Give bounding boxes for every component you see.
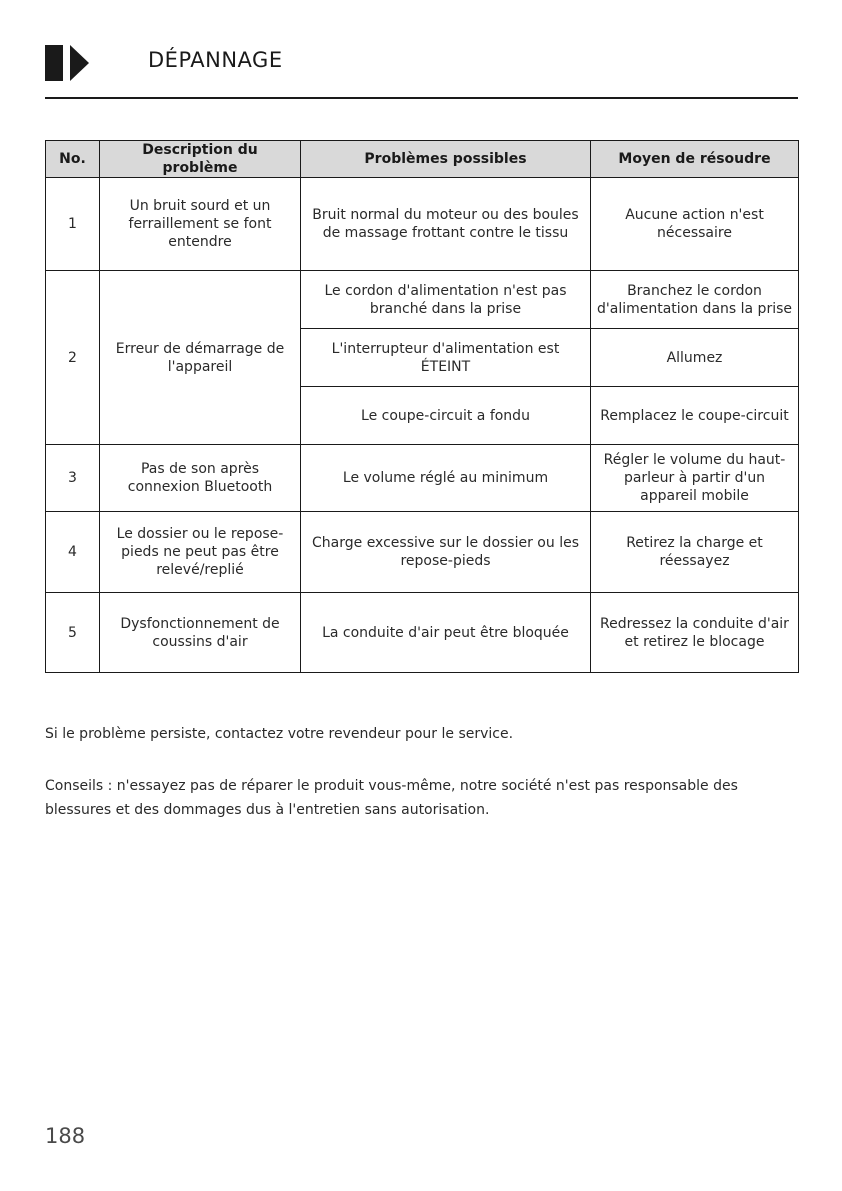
problem-description: Pas de son après connexion Bluetooth	[100, 445, 301, 512]
table-row	[46, 178, 799, 271]
table-header-row	[46, 141, 799, 178]
solution: Régler le volume du haut-parleur à partir d'un appareil mobile	[591, 445, 799, 512]
table-row	[46, 445, 799, 512]
header-divider	[45, 97, 798, 99]
problem-description: Erreur de démarrage de l'appareil	[100, 271, 301, 445]
possible-cause: La conduite d'air peut être bloquée	[301, 593, 591, 673]
troubleshooting-table	[45, 140, 799, 673]
table-row	[46, 512, 799, 593]
problem-description: Le dossier ou le repose-pieds ne peut pas être relevé/replié	[100, 512, 301, 593]
possible-cause: Charge excessive sur le dossier ou les repose-pieds	[301, 512, 591, 593]
row-number: 4	[46, 512, 100, 593]
advice-note: Conseils : n'essayez pas de réparer le produit vous-même, notre société n'est pas responsable des blessures et des dommages dus à l'entretien sans autorisation.	[45, 778, 738, 818]
service-note: Si le problème persiste, contactez votre revendeur pour le service.	[45, 726, 514, 742]
solution: Branchez le cordon d'alimentation dans la prise	[591, 271, 799, 329]
table-row	[46, 593, 799, 673]
page-title: DÉPANNAGE	[148, 48, 283, 72]
page-number: 188	[45, 1124, 86, 1148]
header-no: No.	[46, 141, 100, 178]
possible-cause: L'interrupteur d'alimentation est ÉTEINT	[301, 329, 591, 387]
solution: Remplacez le coupe-circuit	[591, 387, 799, 445]
header-possible-problems: Problèmes possibles	[301, 141, 591, 178]
row-number: 5	[46, 593, 100, 673]
possible-cause: Le coupe-circuit a fondu	[301, 387, 591, 445]
possible-cause: Le cordon d'alimentation n'est pas branché dans la prise	[301, 271, 591, 329]
solution: Retirez la charge et réessayez	[591, 512, 799, 593]
row-number: 1	[46, 178, 100, 271]
solution: Aucune action n'est nécessaire	[591, 178, 799, 271]
problem-description: Dysfonctionnement de coussins d'air	[100, 593, 301, 673]
solution: Allumez	[591, 329, 799, 387]
table-row	[46, 271, 799, 329]
possible-cause: Bruit normal du moteur ou des boules de massage frottant contre le tissu	[301, 178, 591, 271]
header-description: Description du problème	[100, 141, 301, 178]
header-solution: Moyen de résoudre	[591, 141, 799, 178]
section-marker-icon	[45, 45, 90, 81]
row-number: 3	[46, 445, 100, 512]
solution: Redressez la conduite d'air et retirez le blocage	[591, 593, 799, 673]
row-number: 2	[46, 271, 100, 445]
possible-cause: Le volume réglé au minimum	[301, 445, 591, 512]
problem-description: Un bruit sourd et un ferraillement se font entendre	[100, 178, 301, 271]
